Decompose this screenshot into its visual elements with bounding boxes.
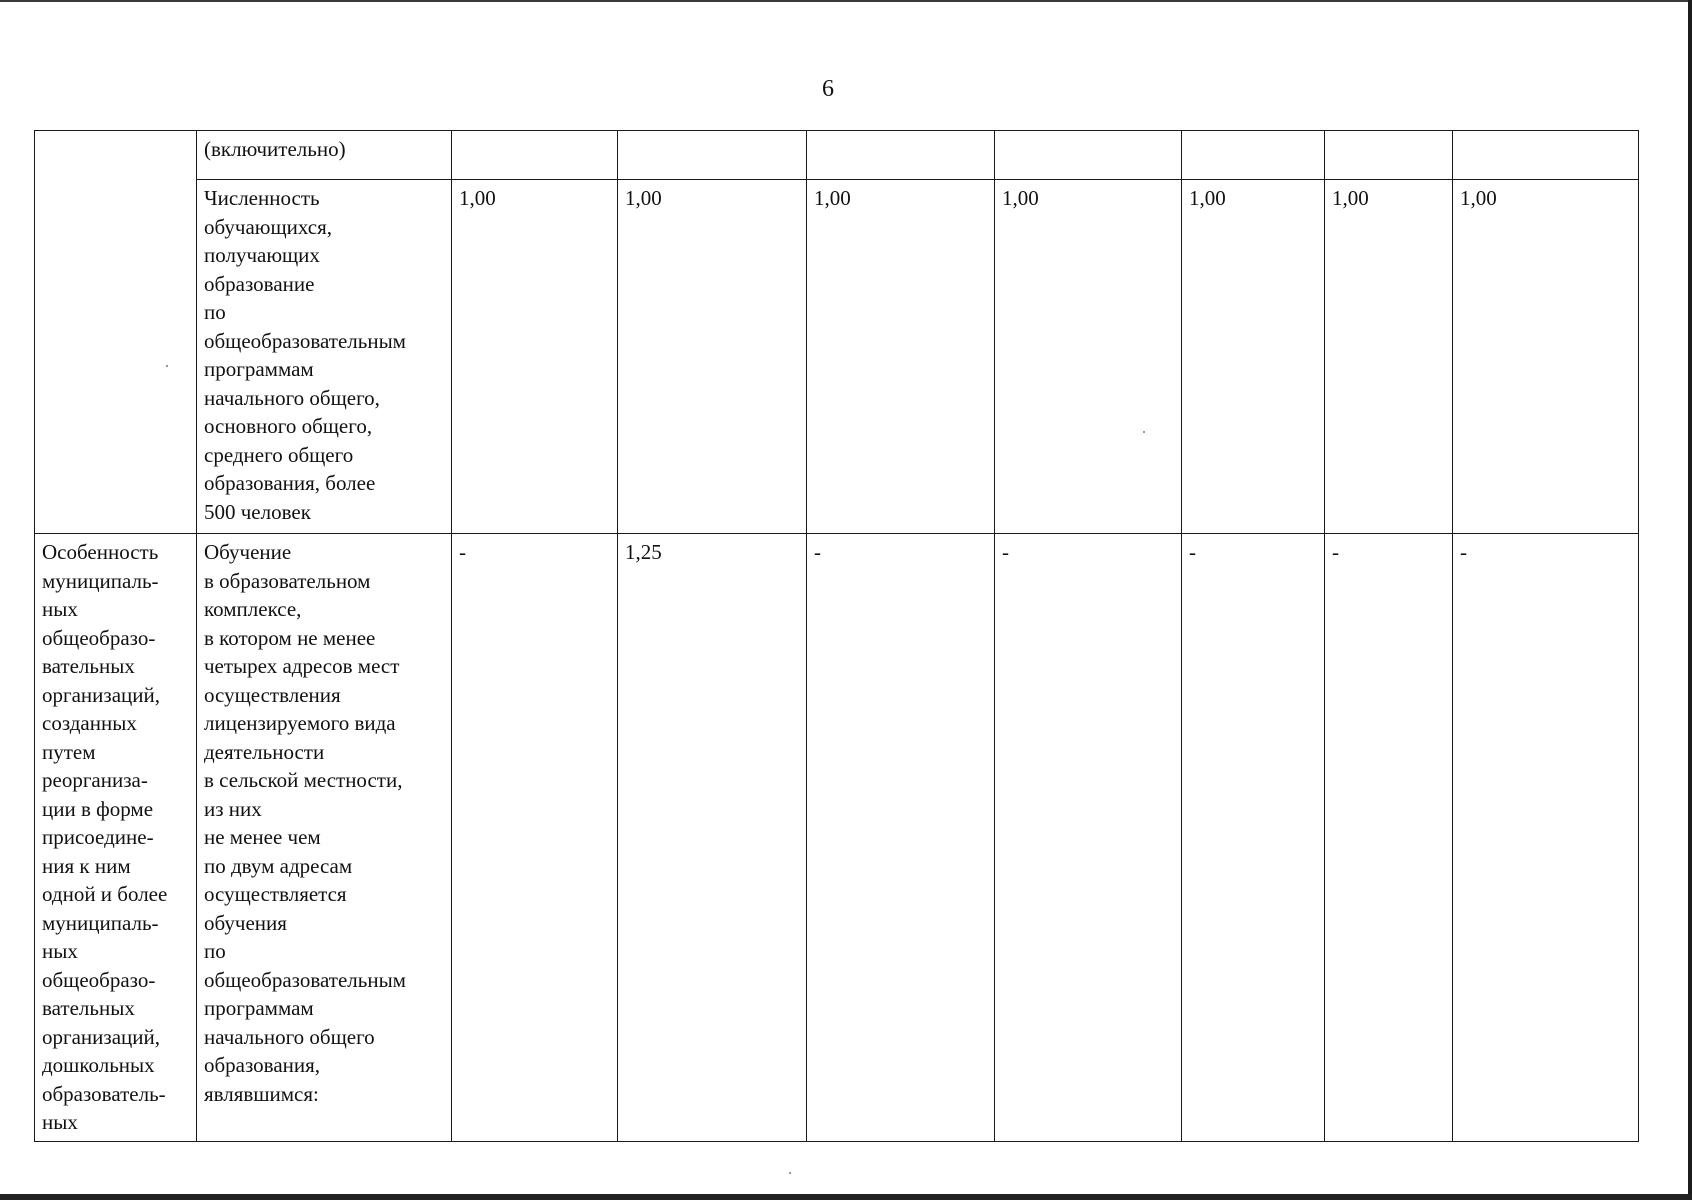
value-cell: [1182, 131, 1325, 180]
value-cell: 1,25: [618, 534, 807, 1142]
value-cell: 1,00: [807, 180, 995, 534]
value-cell: 1,00: [452, 180, 618, 534]
value-cell: -: [452, 534, 618, 1142]
value-cell: 1,00: [1453, 180, 1639, 534]
condition-cell: Численность обучающихся, получающих образование по общеобразовательным программам начального общего, основного общего, среднего общего образования, более 500 человек: [197, 180, 452, 534]
value-cell: [995, 131, 1182, 180]
table-row: [35, 534, 1639, 1142]
table-row: [35, 180, 1639, 534]
value-cell: 1,00: [995, 180, 1182, 534]
condition-cell: Обучение в образовательном комплексе, в котором не менее четырех адресов мест осуществления лицензируемого вида деятельности в сельской местности, из них не менее чем по двум адресам осуществляется обучения по общеобразовательным программам начального общего образования, являвшимся:: [197, 534, 452, 1142]
table-row: [35, 131, 1639, 180]
value-cell: -: [807, 534, 995, 1142]
value-cell: [807, 131, 995, 180]
criterion-cell: Особенность муниципаль- ных общеобразо- вательных организаций, созданных путем реорганиза- ции в форме присоедине- ния к ним одной и более муниципаль- ных общеобразо- вательных организаций, дошкольных образователь- ных: [35, 534, 197, 1142]
value-cell: -: [995, 534, 1182, 1142]
condition-cell: (включительно): [197, 131, 452, 180]
scan-bottom-edge: [0, 1194, 1692, 1200]
value-cell: -: [1453, 534, 1639, 1142]
value-cell: [452, 131, 618, 180]
value-cell: -: [1325, 534, 1453, 1142]
scan-top-edge: [0, 0, 1692, 3]
scan-speck: [789, 1172, 791, 1174]
criterion-cell: [35, 131, 197, 534]
scan-right-edge: [1688, 0, 1692, 1200]
page-number: 6: [822, 76, 834, 102]
value-cell: 1,00: [1182, 180, 1325, 534]
value-cell: -: [1182, 534, 1325, 1142]
coefficients-table: [34, 130, 1639, 1142]
value-cell: [618, 131, 807, 180]
value-cell: [1325, 131, 1453, 180]
value-cell: 1,00: [1325, 180, 1453, 534]
value-cell: 1,00: [618, 180, 807, 534]
value-cell: [1453, 131, 1639, 180]
